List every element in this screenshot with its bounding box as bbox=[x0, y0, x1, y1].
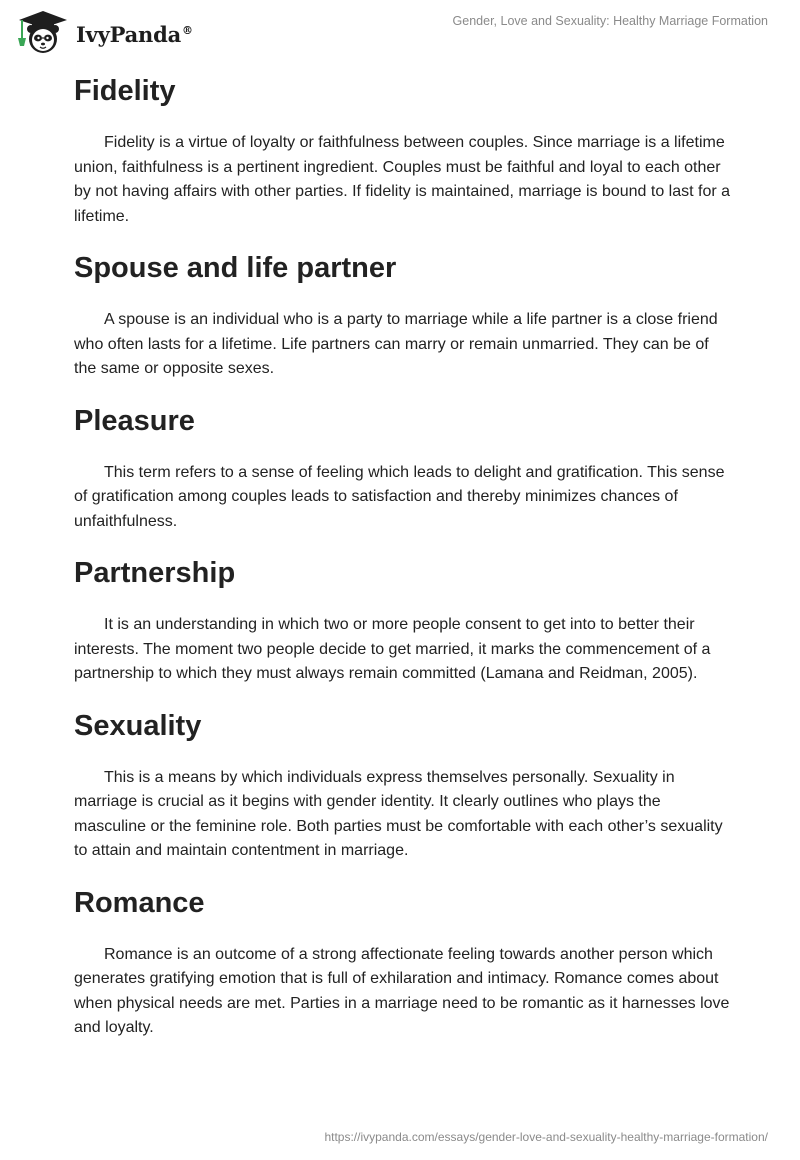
source-url-link[interactable]: https://ivypanda.com/essays/gender-love-and-sexuality-healthy-marriage-formation/ bbox=[324, 1130, 768, 1144]
section-paragraph: This term refers to a sense of feeling which leads to delight and gratification. This sense of gratification among couples leads to satisfaction and thereby minimizes chances of unfaithfulness. bbox=[74, 463, 725, 530]
section-heading: Sexuality bbox=[74, 709, 202, 742]
brand-name-text: IvyPanda bbox=[76, 21, 182, 47]
section-pleasure bbox=[74, 402, 734, 535]
panda-graduate-icon bbox=[14, 8, 72, 56]
section-partnership bbox=[74, 554, 734, 687]
section-paragraph: Fidelity is a virtue of loyalty or faithfulness between couples. Since marriage is a lifetime union, faithfulness is a pertinent ingredient. Couples must be faithful and loyal to each other by not having affairs with other parties. If fidelity is maintained, marriage is bound to last for a lifetime. bbox=[74, 134, 731, 225]
section-sexuality bbox=[74, 707, 734, 864]
ivypanda-logo[interactable] bbox=[14, 8, 193, 56]
section-paragraph: Romance is an outcome of a strong affectionate feeling towards another person which generates gratifying emotion that is full of exhilaration and intimacy. Romance comes about when physical needs are met. Parties in a marriage need to be romantic as it harnesses love and loyalty. bbox=[74, 945, 730, 1036]
document-body bbox=[74, 72, 734, 1061]
document-title: Gender, Love and Sexuality: Healthy Marriage Formation bbox=[452, 14, 768, 28]
section-romance bbox=[74, 884, 734, 1041]
section-spouse-and-life-partner bbox=[74, 249, 734, 382]
brand-name bbox=[76, 22, 193, 47]
section-heading: Spouse and life partner bbox=[74, 252, 397, 284]
registered-mark: ® bbox=[182, 23, 193, 37]
section-heading: Fidelity bbox=[74, 75, 176, 107]
section-heading: Partnership bbox=[74, 557, 236, 589]
page-header bbox=[0, 0, 800, 60]
section-paragraph: This is a means by which individuals express themselves personally. Sexuality in marriage is crucial as it begins with gender identity. It clearly outlines who plays the masculine or the feminine role. Both parties must be comfortable with each other’s sexuality to attain and maintain contentment in marriage. bbox=[74, 768, 723, 859]
section-fidelity bbox=[74, 72, 734, 229]
section-paragraph: A spouse is an individual who is a party to marriage while a life partner is a close friend who often lasts for a lifetime. Life partners can marry or remain unmarried. They can be of the same or opposite sexes. bbox=[74, 311, 718, 377]
section-heading: Pleasure bbox=[74, 404, 195, 437]
section-paragraph: It is an understanding in which two or more people consent to get into to better their interests. The moment two people decide to get married, it marks the commencement of a partnership to which they must always remain committed (Lamana and Reidman, 2005). bbox=[74, 616, 711, 682]
section-heading: Romance bbox=[74, 886, 205, 919]
